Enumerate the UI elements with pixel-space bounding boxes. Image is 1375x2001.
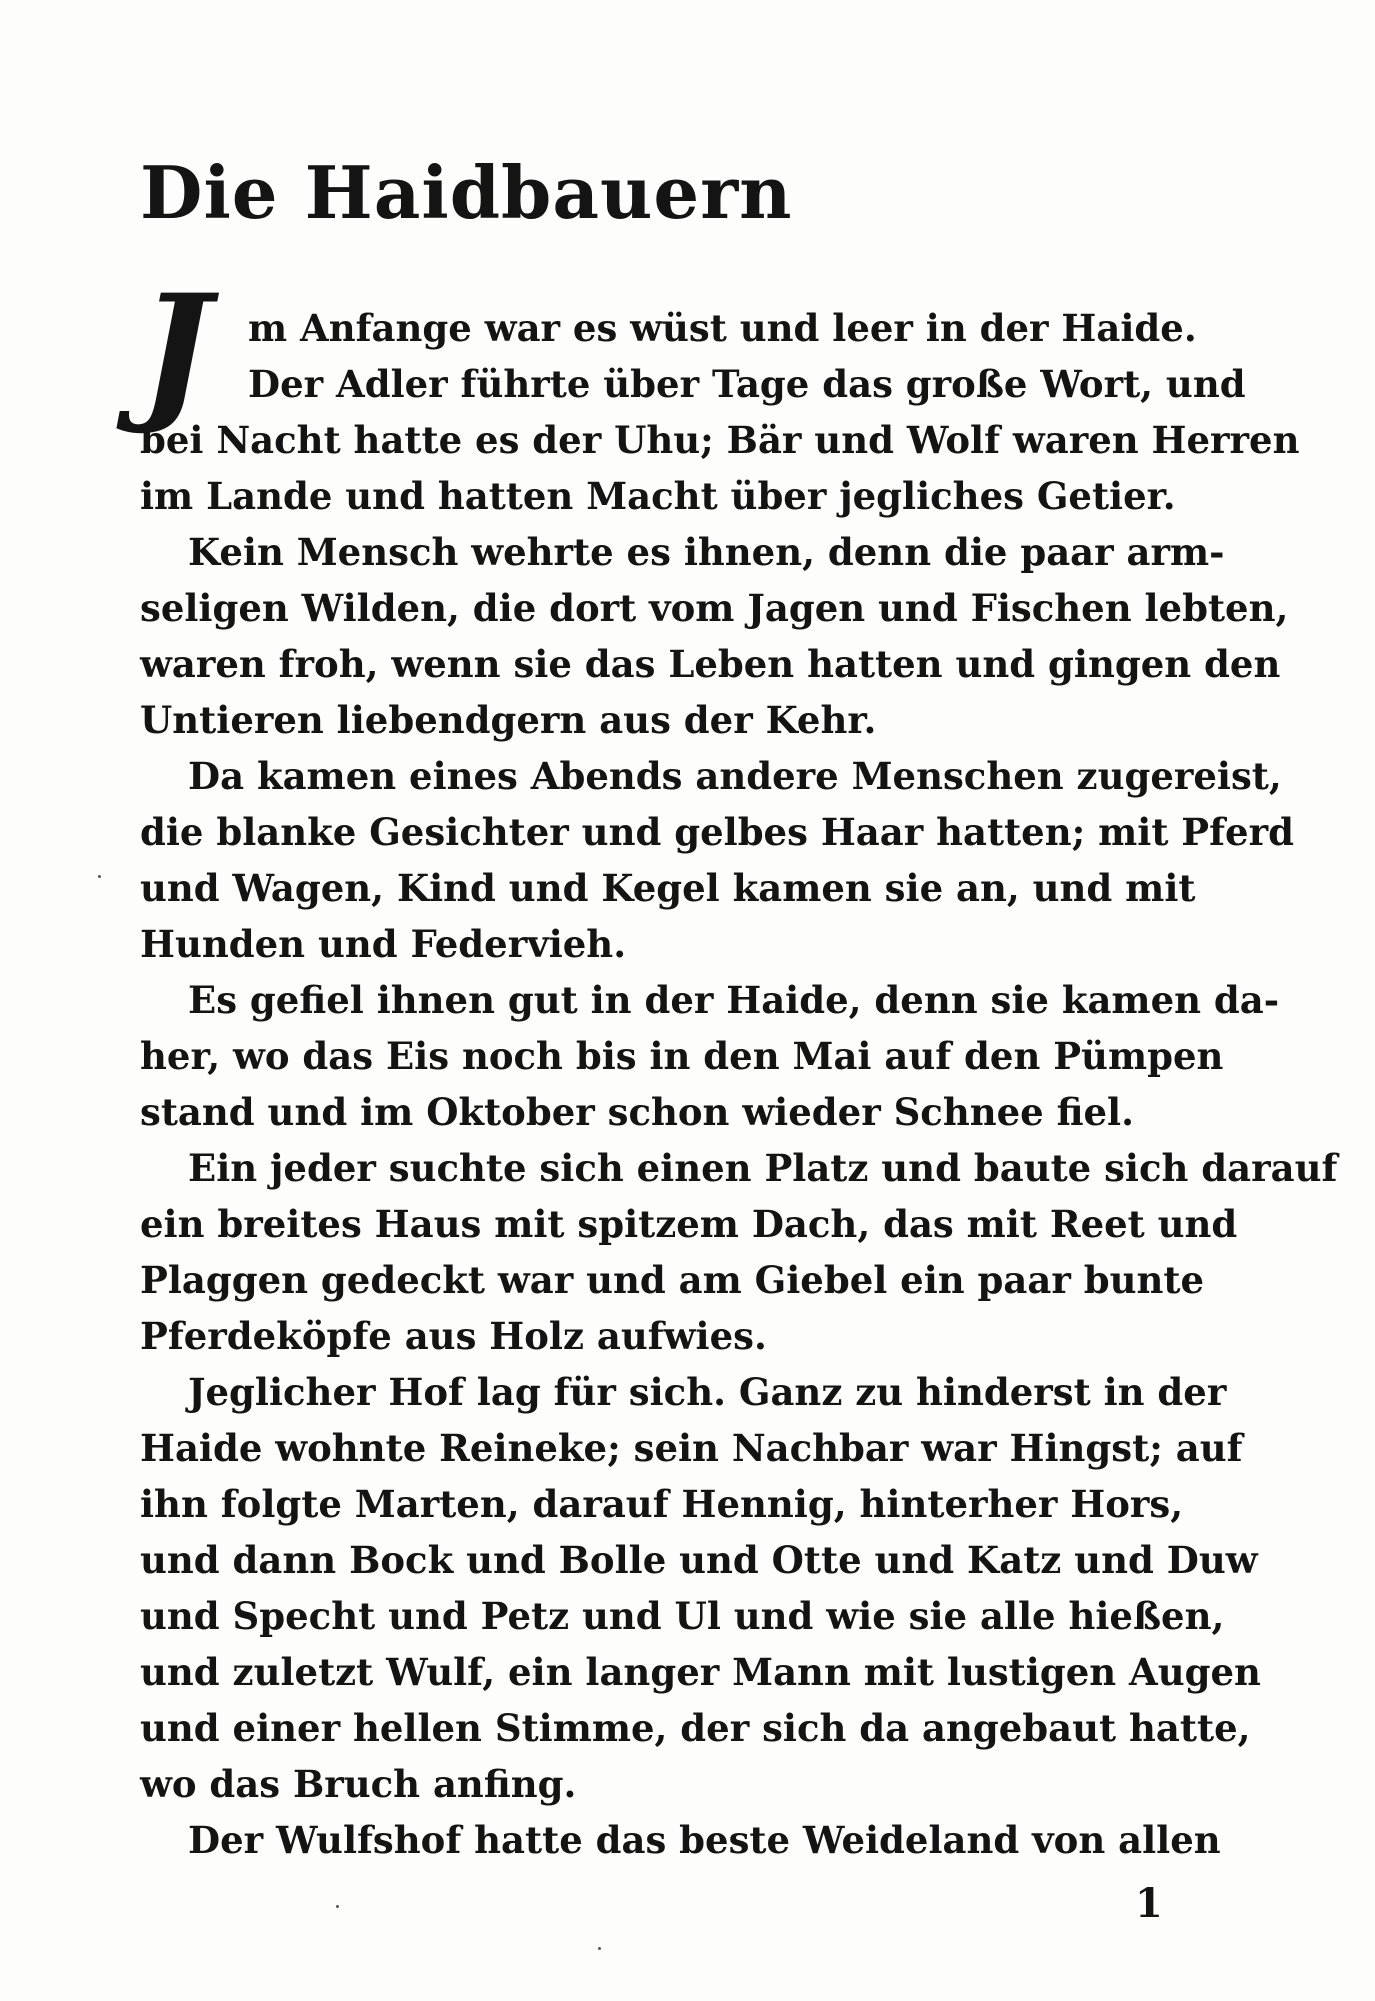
text-line: und Specht und Petz und Ul und wie sie alle hießen, bbox=[140, 1594, 1225, 1638]
paragraph bbox=[140, 1364, 1261, 1812]
text-line: Pferdeköpfe aus Holz aufwies. bbox=[140, 1314, 767, 1358]
text-line: Ein jeder suchte sich einen Platz und baute sich darauf bbox=[188, 1146, 1338, 1190]
paragraph bbox=[140, 300, 1300, 524]
text-line: und einer hellen Stimme, der sich da angebaut hatte, bbox=[140, 1706, 1251, 1750]
scan-speck bbox=[336, 1905, 339, 1908]
text-line: die blanke Gesichter und gelbes Haar hatten; mit Pferd bbox=[140, 810, 1294, 854]
chapter-title: Die Haidbauern bbox=[140, 150, 793, 235]
text-line: im Lande und hatten Macht über jegliches Getier. bbox=[140, 474, 1176, 518]
text-line: und zuletzt Wulf, ein langer Mann mit lustigen Augen bbox=[140, 1650, 1261, 1694]
text-line: Haide wohnte Reineke; sein Nachbar war Hingst; auf bbox=[140, 1426, 1243, 1470]
text-line: waren froh, wenn sie das Leben hatten und gingen den bbox=[140, 642, 1281, 686]
text-line: Der Wulfshof hatte das beste Weideland von allen bbox=[188, 1818, 1221, 1862]
text-line: m Anfange war es wüst und leer in der Haide. bbox=[248, 306, 1197, 350]
scan-speck bbox=[598, 1947, 601, 1950]
text-line: her, wo das Eis noch bis in den Mai auf den Pümpen bbox=[140, 1034, 1224, 1078]
text-line: wo das Bruch anfing. bbox=[140, 1762, 577, 1806]
text-line: Da kamen eines Abends andere Menschen zugereist, bbox=[188, 754, 1282, 798]
text-line: und Wagen, Kind und Kegel kamen sie an, und mit bbox=[140, 866, 1196, 910]
text-line: seligen Wilden, die dort vom Jagen und Fischen lebten, bbox=[140, 586, 1289, 630]
paragraph bbox=[140, 748, 1294, 972]
text-line: Der Adler führte über Tage das große Wort, und bbox=[248, 362, 1246, 406]
paragraph bbox=[140, 972, 1280, 1140]
text-line: bei Nacht hatte es der Uhu; Bär und Wolf waren Herren bbox=[140, 418, 1300, 462]
text-line: und dann Bock und Bolle und Otte und Katz und Duw bbox=[140, 1538, 1258, 1582]
text-line: Jeglicher Hof lag für sich. Ganz zu hinderst in der bbox=[188, 1370, 1227, 1414]
text-line: Hunden und Federvieh. bbox=[140, 922, 627, 966]
text-line: Es gefiel ihnen gut in der Haide, denn sie kamen da- bbox=[188, 978, 1280, 1022]
paragraph bbox=[140, 524, 1289, 748]
paragraph bbox=[140, 1140, 1338, 1364]
text-line: ihn folgte Marten, darauf Hennig, hinterher Hors, bbox=[140, 1482, 1184, 1526]
text-line: Untieren liebendgern aus der Kehr. bbox=[140, 698, 877, 742]
scan-speck bbox=[98, 875, 101, 878]
page-number: 1 bbox=[1135, 1880, 1163, 1927]
text-line: stand und im Oktober schon wieder Schnee fiel. bbox=[140, 1090, 1134, 1134]
text-line: Plaggen gedeckt war und am Giebel ein paar bunte bbox=[140, 1258, 1205, 1302]
text-line: Kein Mensch wehrte es ihnen, denn die paar arm- bbox=[188, 530, 1225, 574]
drop-cap: J bbox=[140, 262, 211, 438]
body-text bbox=[140, 300, 1338, 1868]
text-line: ein breites Haus mit spitzem Dach, das mit Reet und bbox=[140, 1202, 1238, 1246]
paragraph bbox=[140, 1812, 1221, 1868]
